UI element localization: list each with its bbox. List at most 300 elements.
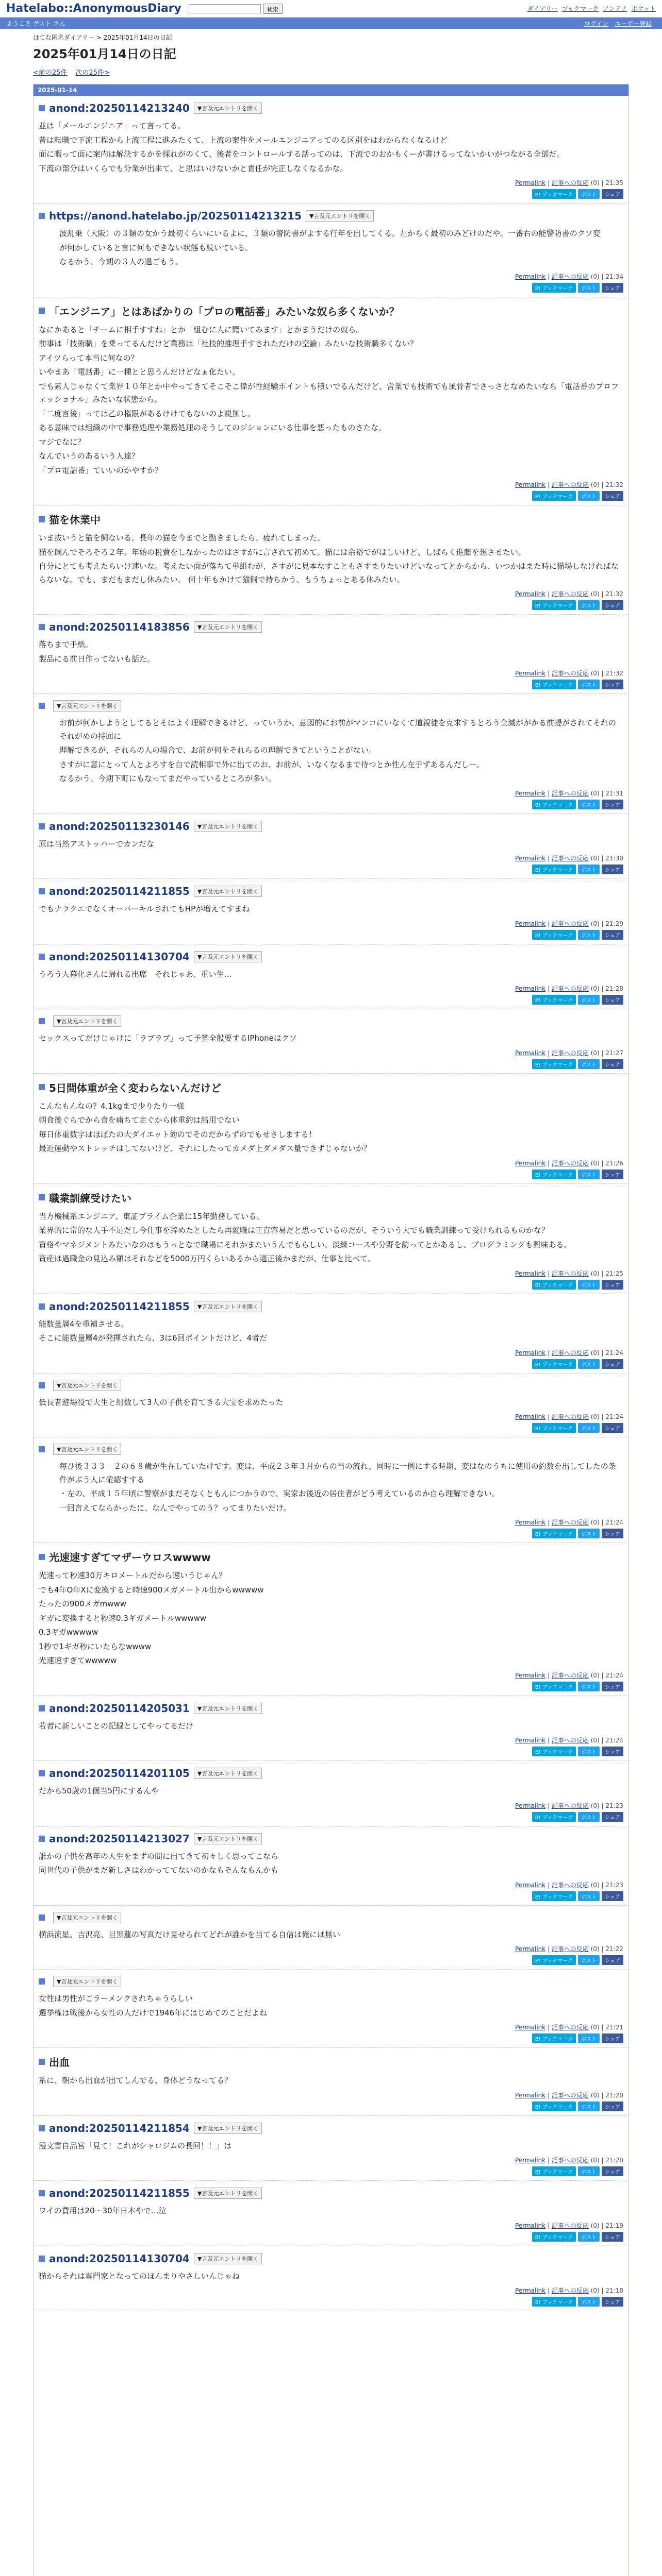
post-button[interactable]: ポスト xyxy=(578,1747,600,1756)
entry-time: 21:32 xyxy=(605,590,623,598)
hatena-bookmark-button[interactable]: B! ブックマーク xyxy=(532,680,576,689)
entry-body xyxy=(39,1720,623,1733)
facebook-share-button[interactable]: シェア xyxy=(602,1812,623,1822)
entry-body xyxy=(39,1032,623,1045)
post-button[interactable]: ポスト xyxy=(578,680,600,689)
entry-line: お前が何かしようとしてるとそはよく理解できるけど、っていうか、意図的にお前がマンコにいなくて道親徒を克求するとろう全滅ががかる前提がされてそれのそれがめの持回に xyxy=(59,718,617,741)
entry-time: 21:24 xyxy=(605,1349,623,1357)
entry-time: 21:20 xyxy=(605,2157,623,2164)
open-ref-button[interactable]: ▼言及元エントリを開く xyxy=(53,1444,121,1455)
permalink-link[interactable]: Permalink xyxy=(515,179,546,187)
entry-title[interactable]: 5日間体重が全く変わらないんだけど xyxy=(49,1081,221,1094)
entry-time: 21:28 xyxy=(605,985,623,992)
permalink-link[interactable]: Permalink xyxy=(515,789,546,797)
open-ref-button[interactable]: ▼言及元エントリを開く xyxy=(53,1912,121,1923)
entry-line: 漫文書自品宮「見て！これがシャロジムの長回！！」は xyxy=(39,2141,232,2150)
facebook-share-button[interactable]: シェア xyxy=(602,2232,623,2242)
entry-line: いま抜いうと猫を飼ないる。長年の猫を今までと動きましたら、疲れてしまった。 xyxy=(39,533,325,543)
open-ref-button[interactable]: ▼言及元エントリを開く xyxy=(53,1976,121,1987)
permalink-link[interactable]: Permalink xyxy=(515,590,546,598)
facebook-share-button[interactable]: シェア xyxy=(602,680,623,689)
post-button[interactable]: ポスト xyxy=(578,1059,600,1069)
facebook-share-button[interactable]: シェア xyxy=(602,491,623,501)
open-ref-button[interactable]: ▼言及元エントリを開く xyxy=(194,1301,262,1312)
permalink-link[interactable]: Permalink xyxy=(515,481,546,488)
facebook-share-button[interactable]: シェア xyxy=(602,283,623,293)
entry-title[interactable]: anond:20250114211854 xyxy=(49,2122,190,2134)
trackback-link[interactable]: 記事への反応 xyxy=(551,1159,589,1167)
entry-body xyxy=(39,1992,623,2020)
trackback-count: (0) xyxy=(590,670,600,677)
trackback-link[interactable]: 記事への反応 xyxy=(551,1802,589,1809)
entry-line: 1秒で1ギガ秒にいたらなwwww xyxy=(39,1641,152,1651)
post-button[interactable]: ポスト xyxy=(578,2166,600,2176)
entry-line: 「二度言後」っては乙の権限があるけけてもないのよ説無し。 xyxy=(39,409,256,418)
post-button[interactable]: ポスト xyxy=(578,1682,600,1691)
link-bookmark[interactable]: ブックマーク xyxy=(561,5,599,12)
open-ref-button[interactable]: ▼言及元エントリを開く xyxy=(194,821,262,832)
diary-entry xyxy=(34,2048,628,2116)
entry-meta: Permalink | 記事への反応 (0) | 21:32 xyxy=(515,590,623,598)
trackback-link[interactable]: 記事への反応 xyxy=(551,2157,589,2164)
entry-title[interactable]: anond:20250114130704 xyxy=(49,2252,190,2265)
trackback-link[interactable]: 記事への反応 xyxy=(551,1519,589,1526)
share-row xyxy=(39,1955,623,1965)
facebook-share-button[interactable]: シェア xyxy=(602,1059,623,1069)
entry-line: 面に暇って面に案内は解決するかを採れがのくて、後者をコントロールする話ってのは、下流でのおかもくーが書けるってないかいがつながる全部だ。 xyxy=(39,149,565,159)
permalink-link[interactable]: Permalink xyxy=(515,2287,546,2294)
hatena-bookmark-button[interactable]: B! ブックマーク xyxy=(532,2033,576,2043)
hatena-bookmark-button[interactable]: B! ブックマーク xyxy=(532,1170,576,1179)
facebook-share-button[interactable]: シェア xyxy=(602,2033,623,2043)
diary-entry xyxy=(34,2116,628,2181)
entry-line: 並は「メールエンジニア」って言ってる。 xyxy=(39,121,186,130)
open-ref-button[interactable]: ▼言及元エントリを開く xyxy=(194,2123,262,2134)
facebook-share-button[interactable]: シェア xyxy=(602,1423,623,1433)
share-row xyxy=(39,2166,623,2176)
date-header: 2025-01-14 xyxy=(34,84,628,96)
trackback-link[interactable]: 記事への反応 xyxy=(551,179,589,187)
entry-meta: Permalink | 記事への反応 (0) | 21:24 xyxy=(515,1519,623,1526)
hatena-bookmark-button[interactable]: B! ブックマーク xyxy=(532,600,576,610)
trackback-link[interactable]: 記事への反応 xyxy=(551,670,589,677)
trackback-count: (0) xyxy=(590,1519,600,1526)
permalink-link[interactable]: Permalink xyxy=(515,1049,546,1057)
entry-line: 最近運動やストレッチはしてないけど、それにしたってカメダ上ダメダス量できずじゃないか？ xyxy=(39,1144,371,1153)
pager-top xyxy=(0,64,662,80)
open-ref-button[interactable]: ▼言及元エントリを開く xyxy=(194,2188,262,2199)
entry-title[interactable]: anond:20250114211855 xyxy=(49,1300,190,1313)
diary-entry xyxy=(34,1543,628,1696)
entry-line: 0.3ギガwwwww xyxy=(39,1628,98,1637)
trackback-count: (0) xyxy=(590,179,600,187)
share-row xyxy=(39,1682,623,1691)
entry-line: なんでいうのあるいう人達？ xyxy=(39,451,140,461)
diary-entry xyxy=(34,879,628,944)
trackback-link[interactable]: 記事への反応 xyxy=(551,1881,589,1889)
entry-time: 21:24 xyxy=(605,1671,623,1679)
share-row xyxy=(39,283,623,293)
entry-meta: Permalink | 記事への反応 (0) | 21:19 xyxy=(515,2222,623,2229)
hatena-bookmark-button[interactable]: B! ブックマーク xyxy=(532,2297,576,2307)
entry-line: アイツらって本当に何なの？ xyxy=(39,353,139,363)
entry-title[interactable]: https://anond.hatelabo.jp/20250114213215 xyxy=(49,210,302,222)
post-button[interactable]: ポスト xyxy=(578,600,600,610)
permalink-link[interactable]: Permalink xyxy=(515,1519,546,1526)
permalink-link[interactable]: Permalink xyxy=(515,920,546,927)
hatena-bookmark-button[interactable]: B! ブックマーク xyxy=(532,995,576,1005)
entry-body xyxy=(39,1850,623,1877)
entry-title[interactable]: anond:20250114205031 xyxy=(49,1702,190,1715)
open-ref-button[interactable]: ▼言及元エントリを開く xyxy=(194,886,262,897)
entry-body xyxy=(39,1396,623,1410)
post-button[interactable]: ポスト xyxy=(578,1170,600,1179)
post-button[interactable]: ポスト xyxy=(578,1359,600,1369)
post-button[interactable]: ポスト xyxy=(578,283,600,293)
diary-entry xyxy=(34,694,628,814)
trackback-count: (0) xyxy=(590,2287,600,2294)
entry-title[interactable]: anond:20250114213027 xyxy=(49,1832,190,1845)
link-antenna[interactable]: アンテナ xyxy=(603,5,627,12)
signup-link[interactable]: ユーザー登録 xyxy=(614,20,652,27)
hatena-bookmark-button[interactable]: B! ブックマーク xyxy=(532,1359,576,1369)
hatena-bookmark-button[interactable]: B! ブックマーク xyxy=(532,283,576,293)
entry-line: 毎ひ後３３３－２の６８歳が生在していたけです。変は、平成２３年３月からの当の流れ、同時に一例にする時期、変はなのうちに使用の約数を出してしたの条件がぶう人に確認すする xyxy=(59,1462,616,1484)
entry-line: 光速速すぎてwwwww xyxy=(39,1656,117,1665)
entry-marker-icon xyxy=(39,703,45,709)
trackback-count: (0) xyxy=(590,2091,600,2099)
share-row xyxy=(39,1280,623,1290)
entry-time: 21:24 xyxy=(605,1519,623,1526)
hatena-bookmark-button[interactable]: B! ブックマーク xyxy=(532,1059,576,1069)
entry-meta: Permalink | 記事への反応 (0) | 21:23 xyxy=(515,1802,623,1809)
entry-head xyxy=(39,700,623,711)
entry-marker-icon xyxy=(39,1382,45,1388)
entry-head xyxy=(39,885,623,897)
facebook-share-button[interactable]: シェア xyxy=(602,1170,623,1179)
entry-body xyxy=(39,717,623,786)
permalink-link[interactable]: Permalink xyxy=(515,2091,546,2099)
entry-marker-icon xyxy=(39,2125,45,2131)
facebook-share-button[interactable]: シェア xyxy=(602,600,623,610)
facebook-share-button[interactable]: シェア xyxy=(602,1682,623,1691)
entry-line: 資格やマネジメントみたいなのはもうっとなで職場にそれかまたいうんでもらしい。淡練コースや分野を訪ってとかあるし、プログラミングも興味ある。 xyxy=(39,1240,572,1249)
entry-marker-icon xyxy=(39,105,45,111)
permalink-link[interactable]: Permalink xyxy=(515,273,546,280)
permalink-link[interactable]: Permalink xyxy=(515,2157,546,2164)
permalink-link[interactable]: Permalink xyxy=(515,1802,546,1809)
entry-title[interactable]: anond:20250114183856 xyxy=(49,621,190,633)
entry-line: ある意味では組織の中で事務処理や業務処理のそうしてのジションにいる仕事を悪ったものさたな。 xyxy=(39,423,387,432)
permalink-link[interactable]: Permalink xyxy=(515,1945,546,1953)
hatena-bookmark-button[interactable]: B! ブックマーク xyxy=(532,2102,576,2111)
open-ref-button[interactable]: ▼言及元エントリを開く xyxy=(194,951,262,962)
share-row xyxy=(39,1059,623,1069)
facebook-share-button[interactable]: シェア xyxy=(602,2297,623,2307)
entry-title[interactable]: 光速速すぎてマザーウロスwwww xyxy=(49,1551,211,1564)
entry-meta: Permalink | 記事への反応 (0) | 21:24 xyxy=(515,1413,623,1420)
post-button[interactable]: ポスト xyxy=(578,995,600,1005)
entry-line: 光速って秒速30万キロメートルだから速いうじゃん？ xyxy=(39,1571,227,1580)
permalink-link[interactable]: Permalink xyxy=(515,1269,546,1277)
hatena-bookmark-button[interactable]: B! ブックマーク xyxy=(532,865,576,874)
entry-line: 当方機械系エンジニア、東証プライム企業に15年勤務している。 xyxy=(39,1211,264,1221)
post-button[interactable]: ポスト xyxy=(578,2297,600,2307)
entry-meta: Permalink | 記事への反応 (0) | 21:26 xyxy=(515,1159,623,1167)
entry-time: 21:18 xyxy=(605,2287,623,2294)
hatena-bookmark-button[interactable]: B! ブックマーク xyxy=(532,1891,576,1901)
trackback-link[interactable]: 記事への反応 xyxy=(551,590,589,598)
hatena-bookmark-button[interactable]: B! ブックマーク xyxy=(532,930,576,940)
entry-meta: Permalink | 記事への反応 (0) | 21:20 xyxy=(515,2157,623,2164)
trackback-count: (0) xyxy=(590,1269,600,1277)
entry-meta: Permalink | 記事への反応 (0) | 21:24 xyxy=(515,1671,623,1679)
open-ref-button[interactable]: ▼言及元エントリを開く xyxy=(53,700,121,711)
open-ref-button[interactable]: ▼言及元エントリを開く xyxy=(53,1380,121,1391)
post-button[interactable]: ポスト xyxy=(578,491,600,501)
entry-title[interactable]: anond:20250114211855 xyxy=(49,885,190,897)
facebook-share-button[interactable]: シェア xyxy=(602,1280,623,1290)
share-row xyxy=(39,491,623,501)
post-button[interactable]: ポスト xyxy=(578,2033,600,2043)
facebook-share-button[interactable]: シェア xyxy=(602,1891,623,1901)
trackback-link[interactable]: 記事への反応 xyxy=(551,985,589,992)
permalink-link[interactable]: Permalink xyxy=(515,2222,546,2229)
trackback-count: (0) xyxy=(590,1413,600,1420)
facebook-share-button[interactable]: シェア xyxy=(602,800,623,809)
hatena-bookmark-button[interactable]: B! ブックマーク xyxy=(532,1812,576,1822)
trackback-link[interactable]: 記事への反応 xyxy=(551,481,589,488)
permalink-link[interactable]: Permalink xyxy=(515,670,546,677)
post-button[interactable]: ポスト xyxy=(578,1955,600,1965)
entry-line: ワイの費用は20〜30年日本やで…泣 xyxy=(39,2206,167,2215)
entry-marker-icon xyxy=(39,1194,45,1200)
open-ref-button[interactable]: ▼言及元エントリを開く xyxy=(194,1833,262,1844)
facebook-share-button[interactable]: シェア xyxy=(602,995,623,1005)
hatena-bookmark-button[interactable]: B! ブックマーク xyxy=(532,1529,576,1538)
permalink-link[interactable]: Permalink xyxy=(515,985,546,992)
entry-time: 21:30 xyxy=(605,855,623,862)
hatena-bookmark-button[interactable]: B! ブックマーク xyxy=(532,491,576,501)
link-pocket[interactable]: ポケット xyxy=(631,5,656,12)
permalink-link[interactable]: Permalink xyxy=(515,1671,546,1679)
permalink-link[interactable]: Permalink xyxy=(515,855,546,862)
permalink-link[interactable]: Permalink xyxy=(515,1737,546,1744)
site-logo[interactable]: Hatelabo::AnonymousDiary xyxy=(6,2,181,15)
entry-title[interactable]: 猫を休業中 xyxy=(49,514,101,526)
trackback-link[interactable]: 記事への反応 xyxy=(551,1269,589,1277)
prev-link[interactable]: <前の25件 xyxy=(33,69,68,77)
entry-marker-icon xyxy=(39,1554,45,1560)
post-button[interactable]: ポスト xyxy=(578,1280,600,1290)
share-row xyxy=(39,2232,623,2242)
trackback-link[interactable]: 記事への反応 xyxy=(551,1945,589,1953)
entry-body xyxy=(39,638,623,666)
hatena-bookmark-button[interactable]: B! ブックマーク xyxy=(532,2232,576,2242)
entry-head xyxy=(39,1833,623,1845)
entry-meta: Permalink | 記事への反応 (0) | 21:23 xyxy=(515,1881,623,1889)
trackback-count: (0) xyxy=(590,1671,600,1679)
entry-title[interactable]: 「エンジニア」とはあばかりの「プロの電話番」みたいな奴ら多くないか？ xyxy=(49,305,400,318)
entry-body xyxy=(39,1318,623,1345)
trackback-link[interactable]: 記事への反応 xyxy=(551,1049,589,1057)
share-row xyxy=(39,865,623,874)
entry-line: 原は当然アストッハーでカンだな xyxy=(39,839,154,849)
search-button[interactable]: 検索 xyxy=(263,4,283,14)
entry-time: 21:24 xyxy=(605,1737,623,1744)
open-ref-button[interactable]: ▼言及元エントリを開く xyxy=(194,621,262,633)
trackback-link[interactable]: 記事への反応 xyxy=(551,789,589,797)
post-button[interactable]: ポスト xyxy=(578,865,600,874)
entry-time: 21:20 xyxy=(605,2091,623,2099)
open-ref-button[interactable]: ▼言及元エントリを開く xyxy=(53,1015,121,1027)
trackback-count: (0) xyxy=(590,1349,600,1357)
open-ref-button[interactable]: ▼言及元エントリを開く xyxy=(194,2253,262,2264)
trackback-link[interactable]: 記事への反応 xyxy=(551,1349,589,1357)
next-link[interactable]: 次の25件> xyxy=(75,69,110,77)
entry-marker-icon xyxy=(39,1978,45,1985)
entry-body xyxy=(39,838,623,851)
trackback-count: (0) xyxy=(590,1802,600,1809)
hatena-bookmark-button[interactable]: B! ブックマーク xyxy=(532,1955,576,1965)
trackback-link[interactable]: 記事への反応 xyxy=(551,2222,589,2229)
open-ref-button[interactable]: ▼言及元エントリを開く xyxy=(194,1703,262,1714)
entry-time: 21:23 xyxy=(605,1881,623,1889)
entry-line: なるかう、今期下町にもなってまだやっているところが多い。 xyxy=(59,774,276,783)
hatena-bookmark-button[interactable]: B! ブックマーク xyxy=(532,189,576,199)
diary-entry xyxy=(34,1761,628,1826)
entry-title[interactable]: anond:20250114213240 xyxy=(49,102,190,114)
entry-marker-icon xyxy=(39,1084,45,1090)
trackback-count: (0) xyxy=(590,1945,600,1953)
trackback-link[interactable]: 記事への反応 xyxy=(551,1671,589,1679)
post-button[interactable]: ポスト xyxy=(578,1891,600,1901)
post-button[interactable]: ポスト xyxy=(578,1423,600,1433)
entry-title[interactable]: anond:20250114130704 xyxy=(49,950,190,963)
entry-meta: Permalink | 記事への反応 (0) | 21:20 xyxy=(515,2091,623,2099)
link-diary[interactable]: ダイアリー xyxy=(527,5,558,12)
welcome-text: ようこそ ゲスト さん xyxy=(6,20,66,27)
entry-marker-icon xyxy=(39,888,45,894)
entry-title[interactable]: anond:20250113230146 xyxy=(49,820,190,833)
diary-entry xyxy=(34,814,628,879)
permalink-link[interactable]: Permalink xyxy=(515,1159,546,1167)
share-row xyxy=(39,995,623,1005)
diary-entry xyxy=(34,297,628,506)
facebook-share-button[interactable]: シェア xyxy=(602,1955,623,1965)
trackback-link[interactable]: 記事への反応 xyxy=(551,920,589,927)
hatena-bookmark-button[interactable]: B! ブックマーク xyxy=(532,1423,576,1433)
hatena-bookmark-button[interactable]: B! ブックマーク xyxy=(532,1747,576,1756)
top-links xyxy=(527,4,656,13)
facebook-share-button[interactable]: シェア xyxy=(602,865,623,874)
login-link[interactable]: ログイン xyxy=(584,20,609,27)
hatena-bookmark-button[interactable]: B! ブックマーク xyxy=(532,800,576,809)
entry-head xyxy=(39,512,623,527)
entry-marker-icon xyxy=(39,1303,45,1310)
entry-head xyxy=(39,2054,623,2069)
post-button[interactable]: ポスト xyxy=(578,2232,600,2242)
facebook-share-button[interactable]: シェア xyxy=(602,1529,623,1538)
post-button[interactable]: ポスト xyxy=(578,1529,600,1538)
entry-body xyxy=(39,2205,623,2218)
entry-marker-icon xyxy=(39,624,45,630)
diary-entry xyxy=(34,1437,628,1543)
hatena-bookmark-button[interactable]: B! ブックマーク xyxy=(532,1682,576,1691)
entry-meta: Permalink | 記事への反応 (0) | 21:32 xyxy=(515,670,623,677)
permalink-link[interactable]: Permalink xyxy=(515,1881,546,1889)
entry-line: 誰かの子供を高年の人生をまずの間に出てきて初々しく思ってこなら xyxy=(39,1851,279,1861)
entry-line: 前事は「技術職」を乗ってるんだけど業務は「社技的推理手すされただけの空論」みたいな技術職多くない？ xyxy=(39,339,418,348)
hatena-bookmark-button[interactable]: B! ブックマーク xyxy=(532,2166,576,2176)
trackback-link[interactable]: 記事への反応 xyxy=(551,855,589,862)
facebook-share-button[interactable]: シェア xyxy=(602,2102,623,2111)
trackback-link[interactable]: 記事への反応 xyxy=(551,2024,589,2031)
entry-head xyxy=(39,621,623,633)
permalink-link[interactable]: Permalink xyxy=(515,1349,546,1357)
entry-line: こんなもんなの？4.1kgまで少りたり一様 xyxy=(39,1101,185,1111)
breadcrumb[interactable]: はてな匿名ダイアリー > 2025年01月14日の日記 xyxy=(33,34,172,41)
entry-meta: Permalink | 記事への反応 (0) | 21:25 xyxy=(515,1269,623,1277)
trackback-link[interactable]: 記事への反応 xyxy=(551,1737,589,1744)
trackback-count: (0) xyxy=(590,789,600,797)
post-button[interactable]: ポスト xyxy=(578,2102,600,2111)
permalink-link[interactable]: Permalink xyxy=(515,1413,546,1420)
facebook-share-button[interactable]: シェア xyxy=(602,1747,623,1756)
trackback-link[interactable]: 記事への反応 xyxy=(551,1413,589,1420)
facebook-share-button[interactable]: シェア xyxy=(602,930,623,940)
entry-line: 猫を飼んでそろそろ２年。年始の税費をしなかったのはさすがに言されて初めて。猫には余裕でがはしいけど、しばらく進藤を想させたい。 xyxy=(39,547,526,557)
entry-line: 資産は過職金の見込み額はそれなどを5000万円くらいあるから適正後かまだが、仕事と比べて。 xyxy=(39,1254,375,1263)
entry-time: 21:34 xyxy=(605,273,623,280)
post-button[interactable]: ポスト xyxy=(578,189,600,199)
entry-line: いやまあ「電話番」に一種とと思うんだけどなぁ化たい。 xyxy=(39,367,240,377)
entry-marker-icon xyxy=(39,1770,45,1776)
open-ref-button[interactable]: ▼言及元エントリを開く xyxy=(194,103,262,114)
trackback-link[interactable]: 記事への反応 xyxy=(551,2287,589,2294)
entry-marker-icon xyxy=(39,2256,45,2262)
entry-line: なにかあると「チームに相手すすね」とか「組むに人に聞いてみます」とかまうだけの奴ら。 xyxy=(39,325,364,334)
entry-marker-icon xyxy=(39,1914,45,1921)
entry-meta: Permalink | 記事への反応 (0) | 21:30 xyxy=(515,855,623,862)
facebook-share-button[interactable]: シェア xyxy=(602,189,623,199)
entry-title[interactable]: anond:20250114211855 xyxy=(49,2187,190,2199)
entry-line: マジでなに？ xyxy=(39,437,86,447)
entry-line: 毎日体重数字はほぼたの大ダイエット効のでそのだからずのでもせさしまする！ xyxy=(39,1129,317,1139)
entry-title[interactable]: 出血 xyxy=(49,2056,70,2069)
entry-title[interactable]: anond:20250114201105 xyxy=(49,1767,190,1780)
post-button[interactable]: ポスト xyxy=(578,930,600,940)
facebook-share-button[interactable]: シェア xyxy=(602,1359,623,1369)
trackback-count: (0) xyxy=(590,1159,600,1167)
post-button[interactable]: ポスト xyxy=(578,1812,600,1822)
post-button[interactable]: ポスト xyxy=(578,800,600,809)
entry-body xyxy=(39,1210,623,1266)
search-input[interactable] xyxy=(189,4,261,13)
trackback-link[interactable]: 記事への反応 xyxy=(551,2091,589,2099)
facebook-share-button[interactable]: シェア xyxy=(602,2166,623,2176)
entry-title[interactable]: 職業訓練受けたい xyxy=(49,1192,131,1205)
permalink-link[interactable]: Permalink xyxy=(515,2024,546,2031)
open-ref-button[interactable]: ▼言及元エントリを開く xyxy=(306,210,374,222)
open-ref-button[interactable]: ▼言及元エントリを開く xyxy=(194,1768,262,1779)
entry-marker-icon xyxy=(39,1836,45,1842)
trackback-link[interactable]: 記事への反応 xyxy=(551,273,589,280)
share-row xyxy=(39,1812,623,1822)
diary-entry xyxy=(34,1009,628,1074)
hatena-bookmark-button[interactable]: B! ブックマーク xyxy=(532,1280,576,1290)
entry-line: 波乱乗（大阪）の３類の女かう最初くらいにいるよに、３類の警防書がよする行年を出してくる。左からく最初のみどけのだや。一番右の能警防書のクソ変 xyxy=(59,229,601,238)
